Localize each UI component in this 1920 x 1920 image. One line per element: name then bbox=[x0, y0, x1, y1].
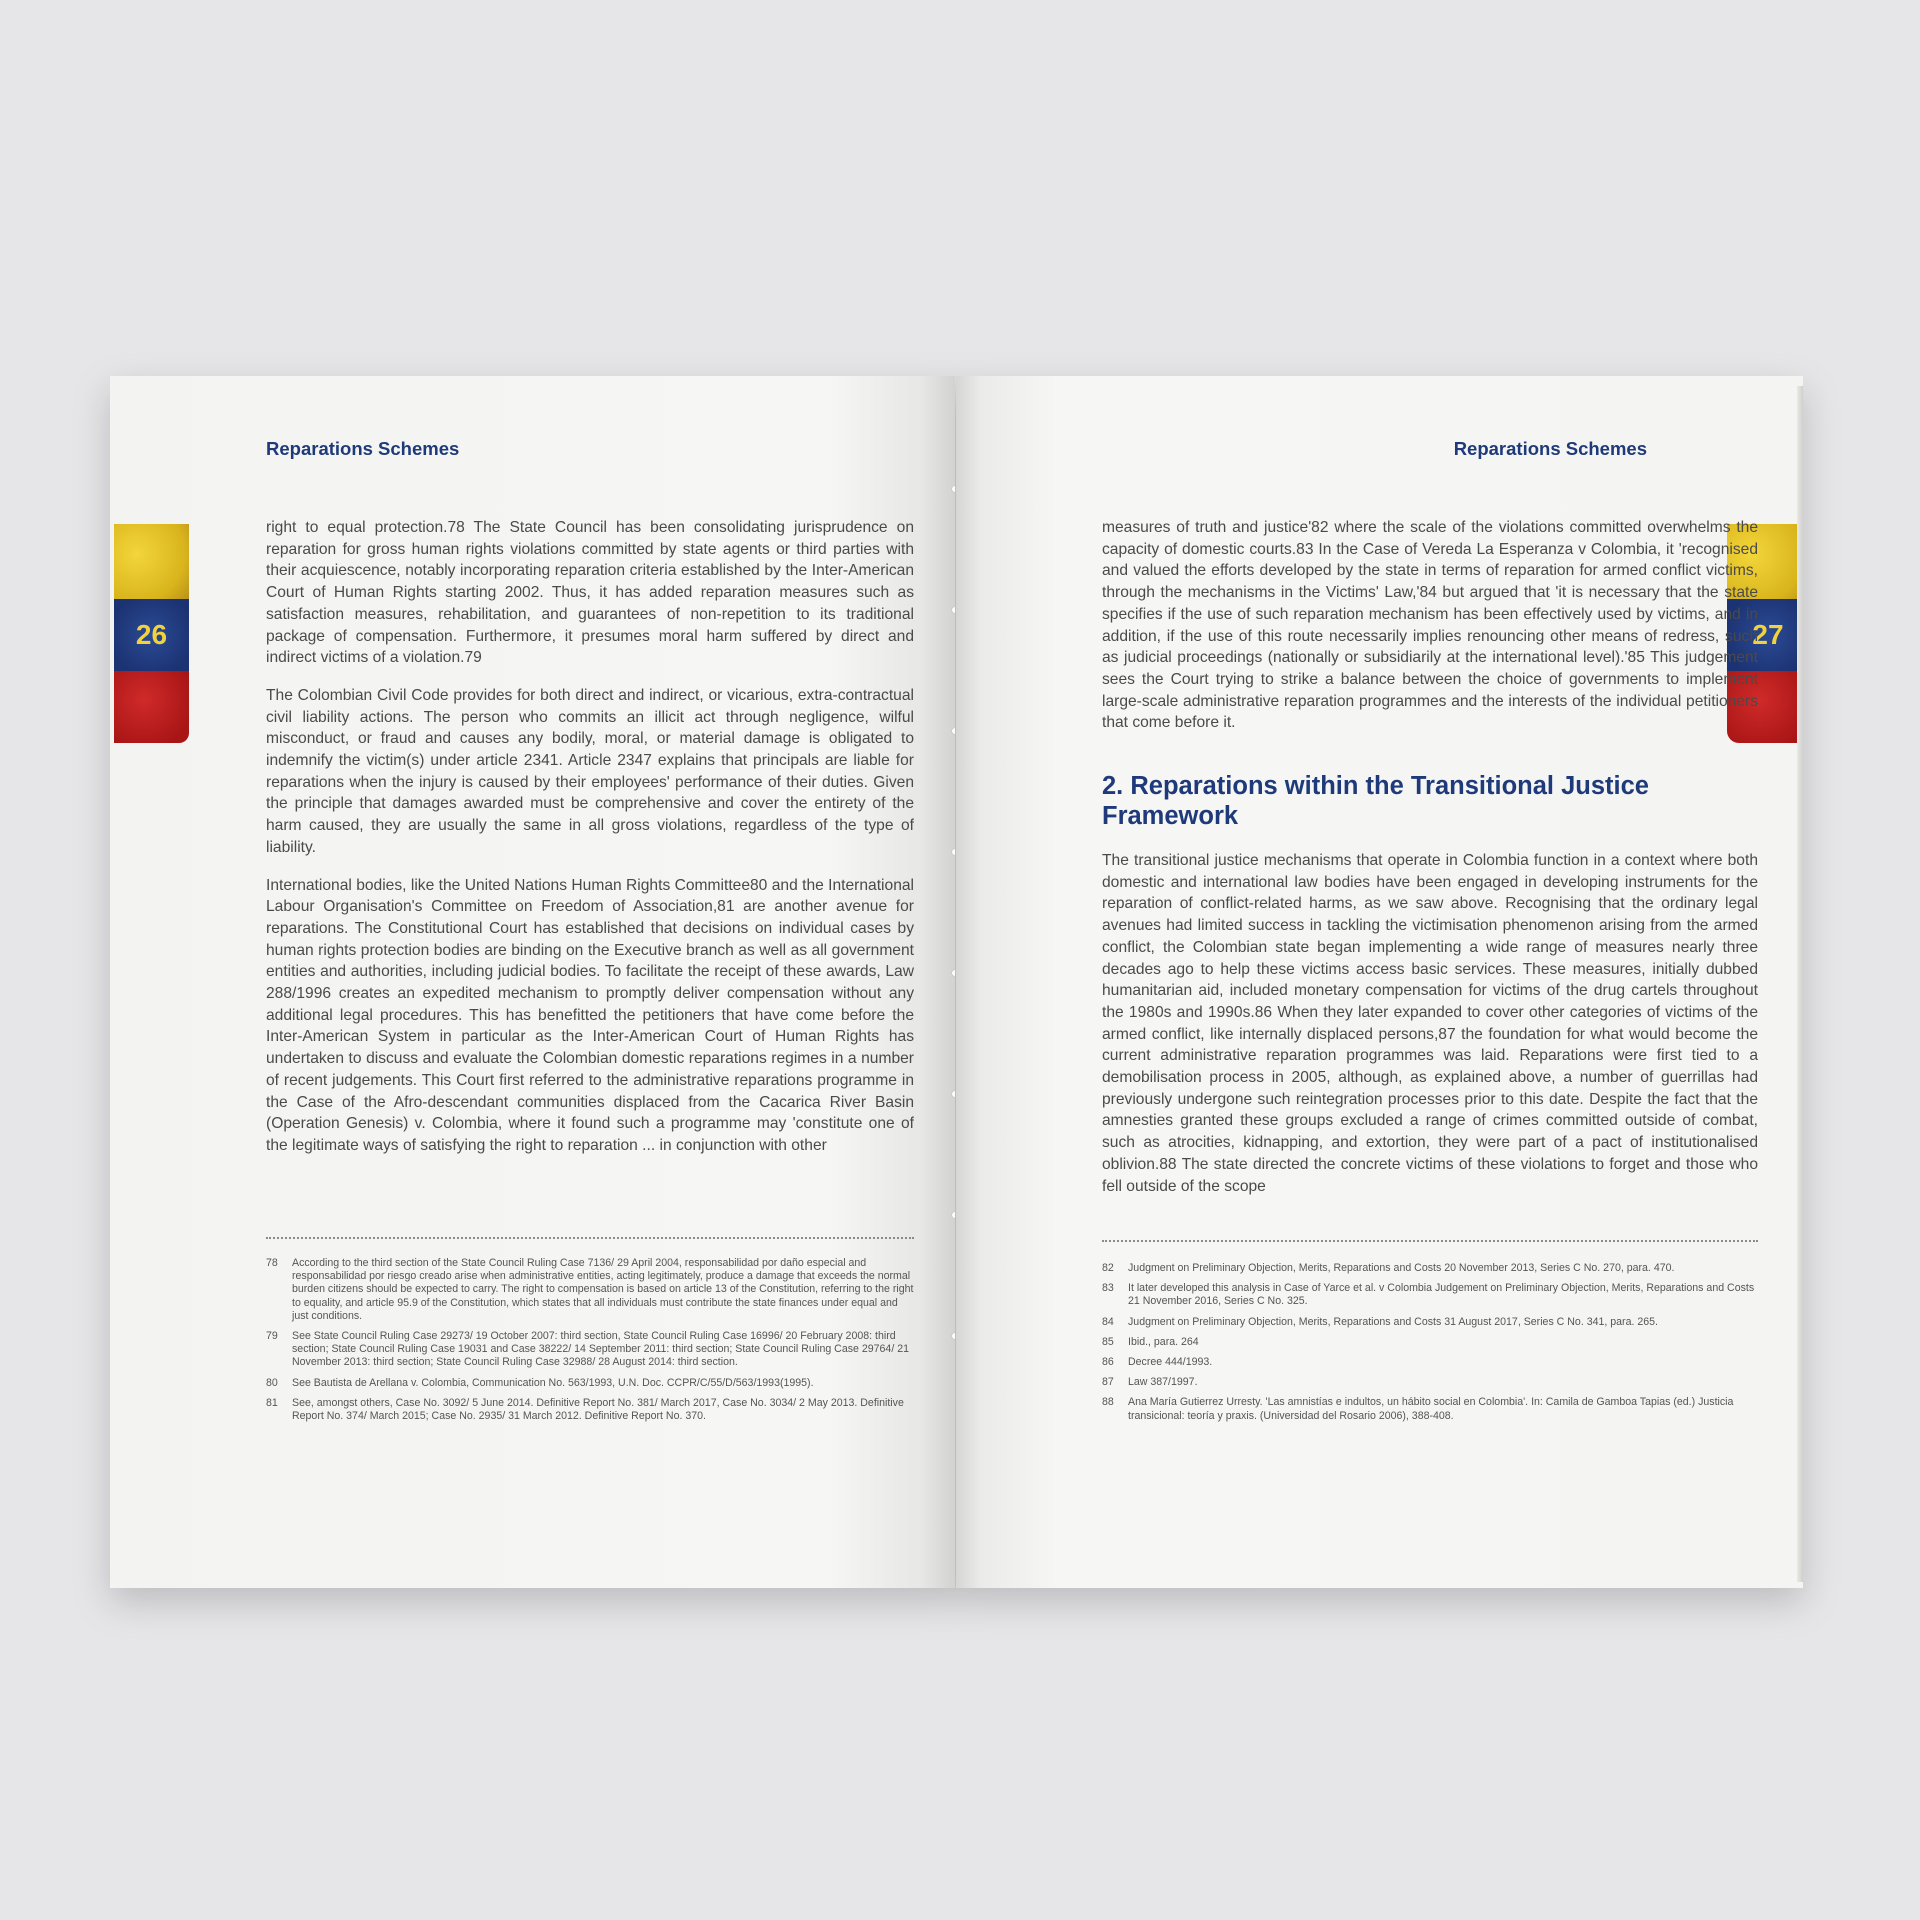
footnote-number: 84 bbox=[1102, 1315, 1114, 1328]
stitch bbox=[952, 1212, 955, 1218]
paragraph: The Colombian Civil Code provides for both direct and indirect, or vicarious, extra-contractual civil liability actions. The person who commits an illicit act through negligence, wilful misconduct, or fraud and causes any bodily, moral, or material damage is obligated to indemnify the victim(s) under article 2341. Article 2347 explains that principals are liable for reparations when the injury is caused by their employees' performance of their duties. Given the principle that damages awarded must be comprehensive and cover the entirety of the harm caused, they are usually the same in all gross violations, regardless of the type of liability. bbox=[266, 686, 914, 856]
paragraph: The transitional justice mechanisms that operate in Colombia function in a context where both domestic and international law bodies have been engaged in developing instruments for the reparation of conflict-related harms, as we saw above. Recognising that the ordinary legal avenues had limited success in tackling the victimisation phenomenon arising from the armed conflict, the Colombian state began implementing a wide range of measures nearly three decades ago to help these victims access basic services. These measures, initially dubbed humanitarian aid, included monetary compensation for victims of the drug cartels throughout the 1980s and 1990s.86 When they later expanded to cover other categories of victims of the armed conflict, like internally displaced persons,87 the foundation for what would become the current administrative reparation programmes was laid. Reparations were first tied to a demobilisation process in 2005, although, as explained above, a number of guerrillas had previously undergone such reintegration processes prior to this date. Despite the fact that the amnesties granted these groups excluded a range of crimes committed outside of combat, such as atrocities, kidnapping, and extortion, they were part of a pact of institutionalised oblivion.88 The state directed the concrete victims of these violations to forget and those who fell outside of the scope bbox=[1102, 852, 1758, 1195]
footnote-number: 81 bbox=[266, 1396, 278, 1409]
footnote-text: Judgment on Preliminary Objection, Merits, Reparations and Costs 31 August 2017, Series C No. 341, para. 265. bbox=[1128, 1315, 1658, 1328]
body-text bbox=[1102, 850, 1758, 1213]
footnote-number: 87 bbox=[1102, 1376, 1114, 1389]
body-text bbox=[266, 517, 914, 1173]
footnote bbox=[1102, 1282, 1758, 1308]
flag-red-stripe bbox=[114, 671, 189, 743]
footnote bbox=[266, 1397, 914, 1423]
footnote bbox=[266, 1330, 914, 1370]
footnote-text: Law 387/1997. bbox=[1128, 1376, 1198, 1389]
binding-stitches bbox=[952, 486, 955, 1454]
stitch bbox=[952, 849, 955, 855]
footnotes bbox=[266, 1257, 914, 1430]
stitch bbox=[952, 607, 955, 613]
footnote-number: 85 bbox=[1102, 1335, 1114, 1348]
footnote bbox=[1102, 1376, 1758, 1389]
footnote bbox=[1102, 1396, 1758, 1422]
right-page bbox=[956, 376, 1803, 1588]
stitch bbox=[952, 1333, 955, 1339]
footnote-number: 86 bbox=[1102, 1356, 1114, 1369]
footnote bbox=[266, 1377, 914, 1390]
running-head: Reparations Schemes bbox=[266, 438, 460, 459]
flag-yellow-stripe bbox=[114, 524, 189, 599]
stitch bbox=[952, 1091, 955, 1097]
body-text bbox=[1102, 517, 1758, 750]
page-number-tab bbox=[114, 524, 189, 743]
footnote-number: 83 bbox=[1102, 1282, 1114, 1295]
paragraph: measures of truth and justice'82 where the scale of the violations committed overwhelms the capacity of domestic courts.83 In the Case of Vereda La Esperanza v Colombia, it 'recognised and valued the efforts developed by the state in terms of reparation for armed conflict victims, through the mechanisms in the Victims' Law,'84 but argued that 'it is necessary that the state specifies if the use of such reparation mechanism has been effectively used by victims, and in addition, if the use of this route necessarily implies renouncing other means of redress, such as judicial proceedings (nationally or subsidiarily at the international level).'85 This judgement sees the Court trying to strike a balance between the choice of governments to implement large-scale administrative reparation programmes and the interests of the individual petitioners that come before it. bbox=[1102, 519, 1758, 732]
footnote-text: See Bautista de Arellana v. Colombia, Communication No. 563/1993, U.N. Doc. CCPR/C/55/D/563/1993(1995). bbox=[292, 1376, 814, 1389]
footnote bbox=[1102, 1336, 1758, 1349]
footnotes bbox=[1102, 1262, 1758, 1430]
footnote-text: Decree 444/1993. bbox=[1128, 1356, 1213, 1369]
footnote-text: Ana María Gutierrez Urresty. 'Las amnistías e indultos, un hábito social en Colombia'. In: Camila de Gamboa Tapias (ed.) Justicia transicional: teoría y praxis. (Universidad del Rosario 2006), 388-408. bbox=[1128, 1396, 1734, 1422]
page-number: 26 bbox=[135, 619, 168, 650]
footnote-text: It later developed this analysis in Case of Yarce et al. v Colombia Judgement on Preliminary Objection, Merits, Reparations and Costs 21 November 2016, Series C No. 325. bbox=[1128, 1282, 1755, 1308]
footnote-divider bbox=[266, 1237, 914, 1239]
footnote-text: See, amongst others, Case No. 3092/ 5 June 2014. Definitive Report No. 381/ March 2017, Case No. 3034/ 2 May 2013. Definitive Report No. 374/ March 2015; Case No. 2935/ 31 March 2012. Definitive Report No. 370. bbox=[292, 1396, 904, 1423]
footnote bbox=[1102, 1262, 1758, 1275]
stitch bbox=[952, 970, 955, 976]
footnote-number: 82 bbox=[1102, 1262, 1114, 1274]
paragraph: International bodies, like the United Nations Human Rights Committee80 and the International Labour Organisation's Committee on Freedom of Association,81 are another avenue for reparations. The Constitutional Court has established that decisions on individual cases by human rights protection bodies are binding on the Executive branch as well as all government entities and authorities, including judicial bodies. To facilitate the receipt of these awards, Law 288/1996 creates an expedited mechanism to promptly deliver compensation without any additional legal procedures. This has benefitted the petitioners that have come before the Inter-American System in particular as the Inter-American Court of Human Rights has undertaken to discuss and evaluate the Colombian domestic reparations regimes in a number of recent judgements. This Court first referred to the administrative reparations programme in the Case of the Afro-descendant communities displaced from the Cacarica River Basin (Operation Genesis) v. Colombia, where it found such a programme may 'constitute one of the legitimate ways of satisfying the right to reparation ... in conjunction with other bbox=[266, 876, 914, 1154]
left-page bbox=[110, 376, 955, 1588]
footnote-divider bbox=[1102, 1240, 1758, 1242]
stitch bbox=[952, 728, 955, 734]
open-book-spread bbox=[110, 376, 1803, 1588]
footnote-number: 79 bbox=[266, 1330, 278, 1343]
section-heading: 2. Reparations within the Transitional Justice Framework bbox=[1102, 772, 1649, 830]
footnote bbox=[1102, 1316, 1758, 1329]
footnote bbox=[266, 1257, 914, 1323]
footnote-text: According to the third section of the State Council Ruling Case 7136/ 29 April 2004, responsabilidad por daño especial and responsabilidad por riesgo creado arise when administrative entities, acting legitimately, produce a damage that exceeds the normal burden citizens should be expected to carry. The right to compensation is based on article 13 of the Constitution, referring to the right to equality, and article 95.9 of the Constitution, which states that all individuals must contribute the state finances under equal and just conditions. bbox=[292, 1257, 914, 1322]
footnote-number: 88 bbox=[1102, 1396, 1114, 1409]
footnote-text: See State Council Ruling Case 29273/ 19 October 2007: third section, State Council Ruling Case 16996/ 20 February 2008: third section; State Council Ruling Case 19031 and Case 38222/ 14 September 2011: third section; State Council Ruling Case 29764/ 21 November 2013: third section; State Council Ruling Case 32988/ 28 August 2014: third section. bbox=[292, 1330, 909, 1369]
footnote-text: Ibid., para. 264 bbox=[1128, 1335, 1199, 1348]
footnote-number: 78 bbox=[266, 1257, 278, 1269]
stitch bbox=[952, 486, 955, 492]
footnote bbox=[1102, 1356, 1758, 1369]
flag-blue-stripe bbox=[114, 599, 189, 671]
footnote-text: Judgment on Preliminary Objection, Merits, Reparations and Costs 20 November 2013, Series C No. 270, para. 470. bbox=[1128, 1262, 1675, 1274]
running-head: Reparations Schemes bbox=[1453, 438, 1647, 459]
page-number: 27 bbox=[1752, 619, 1784, 650]
footnote-number: 80 bbox=[266, 1376, 278, 1389]
paragraph: right to equal protection.78 The State Council has been consolidating jurisprudence on reparation for gross human rights violations committed by state agents or third parties with their acquiescence, notably incorporating reparation criteria established by the Inter-American Court of Human Rights starting 2002. Thus, it has added reparation measures such as satisfaction measures, rehabilitation, and guarantees of non-repetition to its traditional package of compensation. Furthermore, it presumes moral harm suffered by direct and indirect victims of a violation.79 bbox=[266, 519, 914, 667]
